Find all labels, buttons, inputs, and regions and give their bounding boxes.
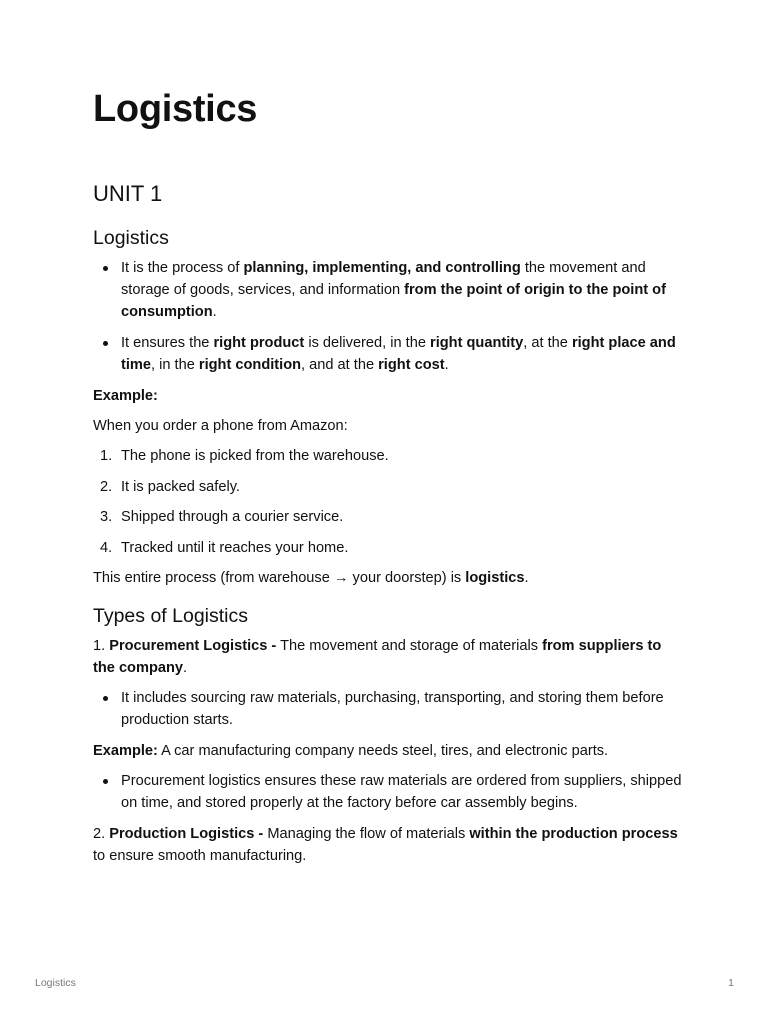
production-paragraph — [93, 823, 683, 867]
text-run: The movement and storage of materials — [276, 638, 543, 654]
example-intro: When you order a phone from Amazon: — [93, 418, 348, 434]
bold-text: right quantity — [430, 335, 524, 351]
text-run: 1. — [93, 638, 110, 654]
list-number: 3. — [100, 509, 113, 525]
bold-text: Procurement Logistics - — [109, 638, 277, 654]
list-item-text: The phone is picked from the warehouse. — [121, 448, 389, 464]
text-run: , and at the — [301, 357, 379, 373]
text-run: . — [524, 570, 529, 586]
text-run: 2. — [93, 826, 110, 842]
procurement-bullet-list — [93, 687, 683, 731]
bold-text: right place and time — [121, 335, 676, 373]
footer-document-title: Logistics — [35, 977, 76, 989]
list-item — [100, 445, 683, 467]
bold-text: right cost — [378, 357, 445, 373]
bold-text: Example: — [93, 743, 158, 759]
bullet-icon — [103, 779, 108, 784]
bold-text: planning, implementing, and controlling — [243, 260, 521, 276]
list-item-text: It includes sourcing raw materials, purchasing, transporting, and storing them before production starts. — [121, 690, 664, 728]
text-run: , at the — [523, 335, 572, 351]
summary-paragraph — [93, 567, 683, 589]
text-run: It ensures the — [121, 335, 214, 351]
text-run: A car manufacturing company needs steel, tires, and electronic parts. — [157, 743, 609, 759]
bold-text: logistics — [465, 570, 525, 586]
text-run: . — [212, 304, 217, 320]
list-item — [121, 770, 683, 814]
text-run: , in the — [151, 357, 199, 373]
list-item — [100, 476, 683, 498]
procurement-paragraph — [93, 635, 683, 679]
bold-text: from the point of origin to the point of consumption — [121, 282, 666, 320]
list-number: 2. — [100, 478, 113, 495]
text-run: to ensure smooth manufacturing. — [93, 848, 307, 864]
list-item — [121, 257, 683, 323]
list-number: 1. — [100, 448, 113, 464]
bold-text: right condition — [198, 357, 302, 373]
list-item — [100, 537, 683, 559]
text-run: This entire process (from warehouse → your doorstep) is — [93, 570, 466, 586]
bold-text: right product — [213, 335, 305, 351]
text-run: . — [183, 660, 188, 676]
bold-text: Production Logistics - — [109, 826, 264, 842]
document-body — [93, 225, 683, 875]
footer-page-number: 1 — [728, 977, 734, 989]
procurement-example-list — [93, 770, 683, 814]
example-label — [93, 385, 683, 407]
document-title: Logistics — [93, 88, 258, 130]
list-number: 4. — [100, 539, 113, 556]
text-run: Managing the flow of materials — [263, 826, 470, 842]
list-item-text: It is packed safely. — [121, 478, 240, 495]
list-item-text: Tracked until it reaches your home. — [121, 539, 349, 556]
list-item — [100, 506, 683, 528]
bold-text: from suppliers to the company — [93, 638, 662, 676]
list-item-text: Shipped through a courier service. — [121, 509, 344, 525]
text-run: It is the process of — [121, 260, 244, 276]
bullet-icon — [103, 696, 108, 701]
bullet-icon — [103, 266, 108, 271]
logistics-definition-list — [93, 257, 683, 376]
text-run: the movement and storage of goods, services, and information — [121, 260, 646, 298]
text-run: . — [444, 357, 449, 373]
example-steps-list — [93, 445, 683, 559]
bullet-icon — [103, 341, 108, 346]
procurement-example — [93, 740, 683, 762]
list-item — [121, 332, 683, 376]
text-run: is delivered, in the — [304, 335, 431, 351]
bold-text: Example: — [93, 388, 158, 404]
bold-text: within the production process — [469, 826, 678, 842]
list-item-text: Procurement logistics ensures these raw materials are ordered from suppliers, shipped on time, and stored properly at the factory before car assembly begins. — [121, 773, 682, 811]
section-heading-types: Types of Logistics — [93, 605, 248, 627]
unit-heading: UNIT 1 — [93, 181, 163, 206]
section-heading-logistics: Logistics — [93, 227, 169, 249]
list-item — [121, 687, 683, 731]
